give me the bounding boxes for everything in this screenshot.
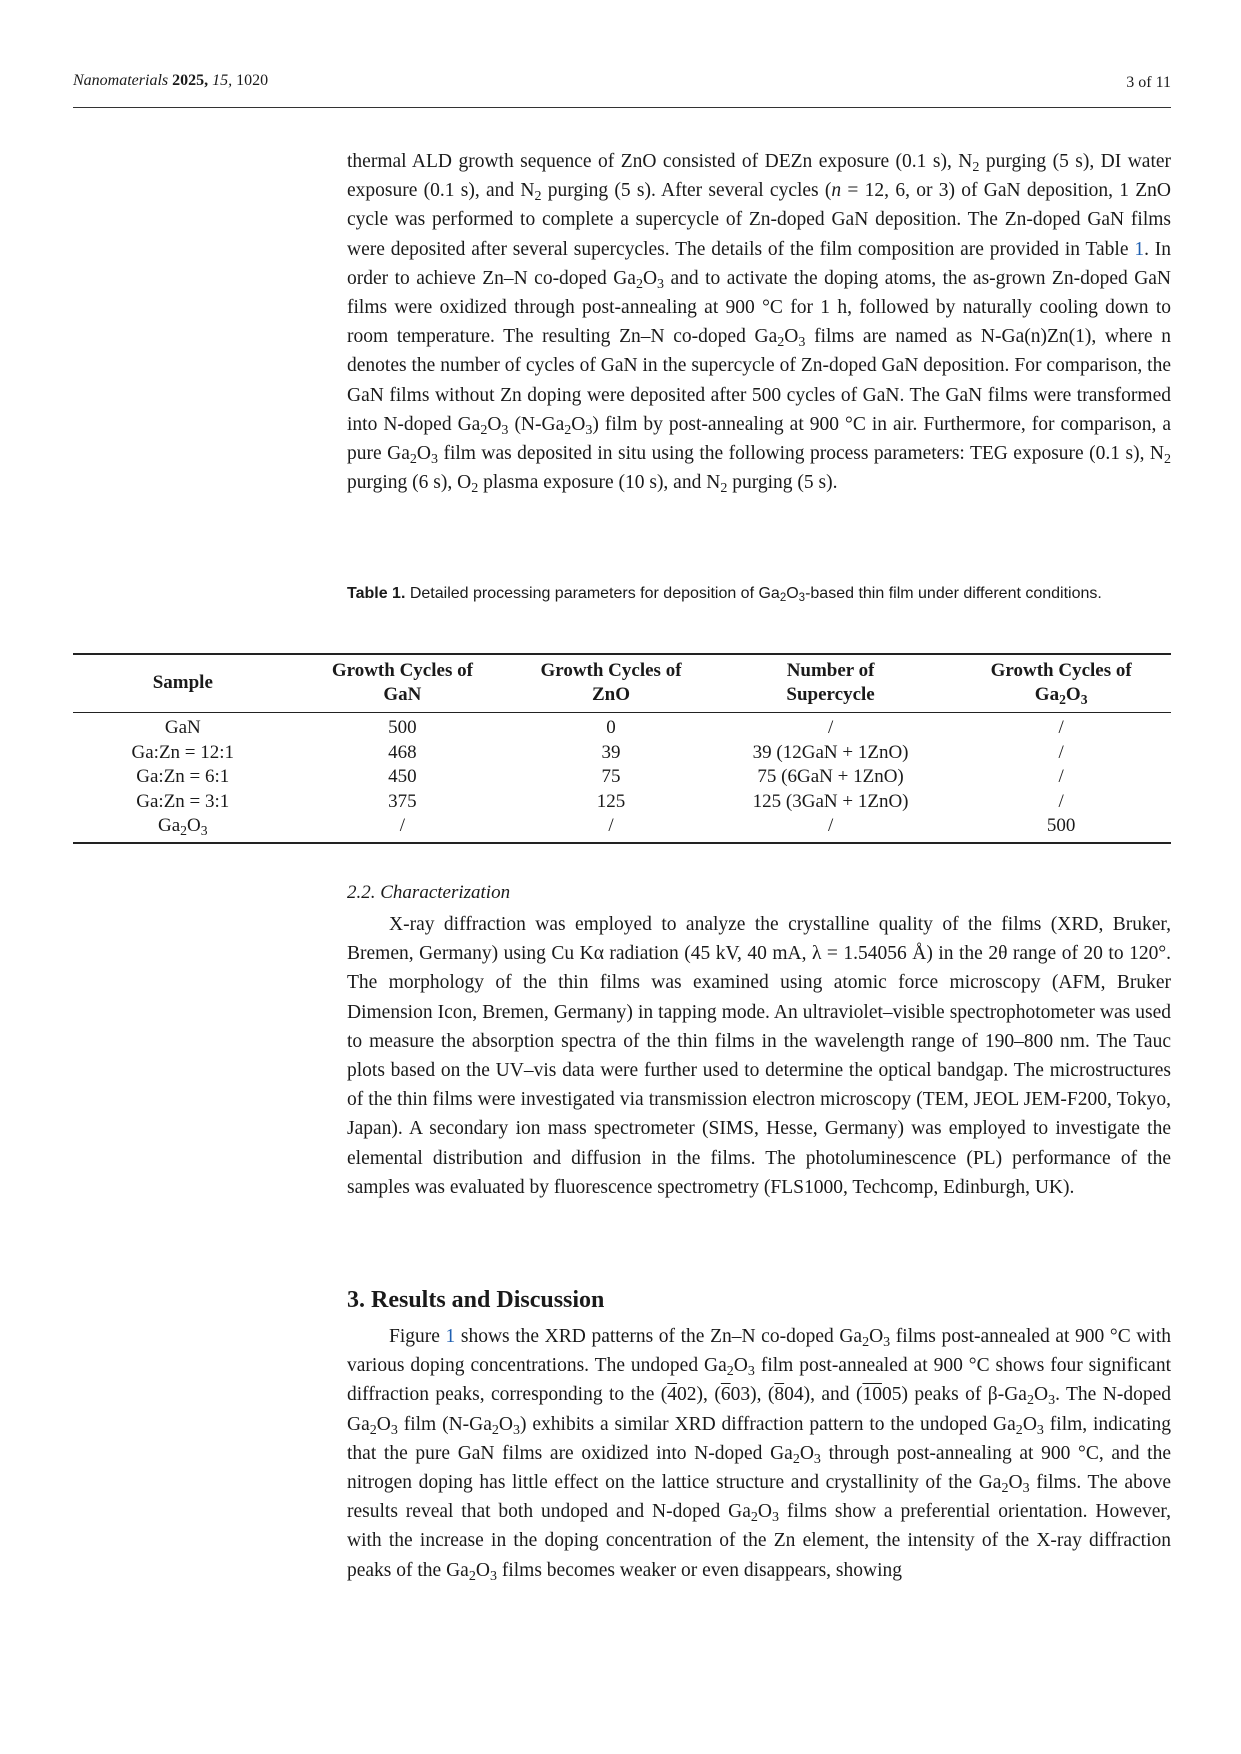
table-1-link[interactable]: 1 bbox=[1134, 238, 1145, 260]
page-number: 3 of 11 bbox=[1126, 74, 1171, 91]
table-reference-line: details of the film composition are provided in Table 1. In order to achieve Zn–N co-doped bbox=[347, 238, 1172, 289]
table-row: $Ga_2O_3$ / / / 500 bbox=[73, 814, 1171, 843]
journal-citation: Nanomaterials 2025, 15, 1020 bbox=[73, 72, 269, 89]
header-zno-cycles: Growth Cycles of ZnO bbox=[540, 660, 682, 705]
table-header-row bbox=[73, 654, 1171, 713]
header-sample: Sample bbox=[152, 672, 213, 693]
table-row: Ga:Zn = 3:1 375 125 125 (3GaN + 1ZnO) / bbox=[136, 790, 1064, 812]
header-rule bbox=[73, 107, 1171, 108]
section-heading: 3. Results and Discussion bbox=[347, 1287, 605, 1313]
table-row: Ga:Zn = 6:1 450 75 75 (6GaN + 1ZnO) / bbox=[136, 766, 1064, 787]
parameters-table bbox=[73, 653, 1171, 844]
paragraph-methods: thermal ALD growth sequence of ZnO consisted of DEZn exposure (0.1 s), $N_2$ purging (5 s), DI water exposure (0.1 s), and $N_2$ purging (5 s). After several cycles (n = 12, 6, or 3) of GaN deposition, 1 ZnO cycle was performed to complete a supercycle of Zn-doped GaN deposition. The Zn-doped GaN films were deposited after several supercycles. The details of the film composition are provided in Table 1. In order to achieve Zn–N co-doped $Ga_2O_3$ and to activate the doping atoms, the as-grown Zn-doped GaN films were oxidized through post-annealing at 900 °C for 1 h, followed by naturally cooling down to room temperature. The resulting Zn–N co-doped $Ga_2O_3$ films are named as N-Ga(n)Zn(1), where n denotes the number of cycles of GaN in the supercycle of Zn-doped GaN deposition. For comparison, the GaN films without Zn doping were deposited after 500 cycles of GaN. The GaN films were transformed into N-doped $Ga_2O_3$ $(N-Ga_2O_3)$ film by post-annealing at 900 °C in air. Furthermore, for comparison, a pure $Ga_2O_3$ film was deposited in situ using the following process parameters: TEG exposure (0.1 s), $N_2$ purging (6 s), $O_2$ plasma exposure (10 s), and $N_2$ purging (5 s). bbox=[347, 151, 1172, 497]
paragraph-characterization: X-ray diffraction was employed to analyze the crystalline quality of the films (XRD, Bruker, Bremen, Germany) using Cu Kα radiation (45 kV, 40 mA, λ = 1.54056 Å) in the 2θ range of 20 to 120°. The morphology of the thin films was examined using atomic force microscopy (AFM, Bruker Dimension Icon, Bremen, Germany) in tapping mode. An ultraviolet–visible spectrophotometer was used to measure the absorption spectra of the thin films in the wavelength range of 190–800 nm. The Tauc plots based on the UV–vis data were further used to determine the optical bandgap. The microstructures of the thin films were investigated via transmission electron microscopy (TEM, JEOL JEM-F200, Tokyo, Japan). A secondary ion mass spectrometer (SIMS, Hesse, Germany) was employed to investigate the elemental distribution and diffusion in the films. The photoluminescence (PL) performance of the samples was evaluated by fluorescence spectrometry (FLS1000, Techcomp, Edinburgh, UK). bbox=[347, 914, 1171, 1198]
paragraph-results: Figure 1 shows the XRD patterns of the Zn–N co-doped $Ga_2O_3$ films post-annealed at 900 °C with various doping concentrations. The undoped $Ga_2O_3$ film post-annealed at 900 °C shows four significant diffraction peaks, corresponding to the (402), (603), (804), and (1005) peaks of $\beta-Ga_2O_3$. The N-doped $Ga_2O_3$ film $(N-Ga_2O_3)$ exhibits a similar XRD diffraction pattern to the undoped $Ga_2O_3$ film, indicating that the pure GaN films are oxidized into N-doped $Ga_2O_3$ through post-annealing at 900 °C, and the nitrogen doping has little effect on the lattice structure and crystallinity of the $Ga_2O_3$ films. The above results reveal that both undoped and N-doped $Ga_2O_3$ films show a preferential orientation. However, with the increase in the doping concentration of the Zn element, the intensity of the X-ray diffraction peaks of the $Ga_2O_3$ films becomes weaker or even disappears, showing bbox=[347, 1326, 1171, 1584]
table-row: Ga:Zn = 12:1 468 39 39 (12GaN + 1ZnO) / bbox=[131, 741, 1064, 763]
table-row: GaN 500 0 / / bbox=[164, 717, 1064, 738]
header-ga2o3-cycles: Growth Cycles of $Ga_2O_3$ bbox=[990, 660, 1132, 707]
figure-1-link[interactable]: 1 bbox=[445, 1326, 456, 1347]
subsection-heading: 2.2. Characterization bbox=[347, 882, 511, 903]
header-supercycle: Number of Supercycle bbox=[786, 660, 875, 705]
header-gan-cycles: Growth Cycles of GaN bbox=[331, 660, 473, 705]
table-caption: Table 1. Detailed processing parameters for deposition of $Ga_2O_3$-based thin film under different conditions. bbox=[347, 585, 1102, 605]
page-header bbox=[73, 72, 1171, 100]
